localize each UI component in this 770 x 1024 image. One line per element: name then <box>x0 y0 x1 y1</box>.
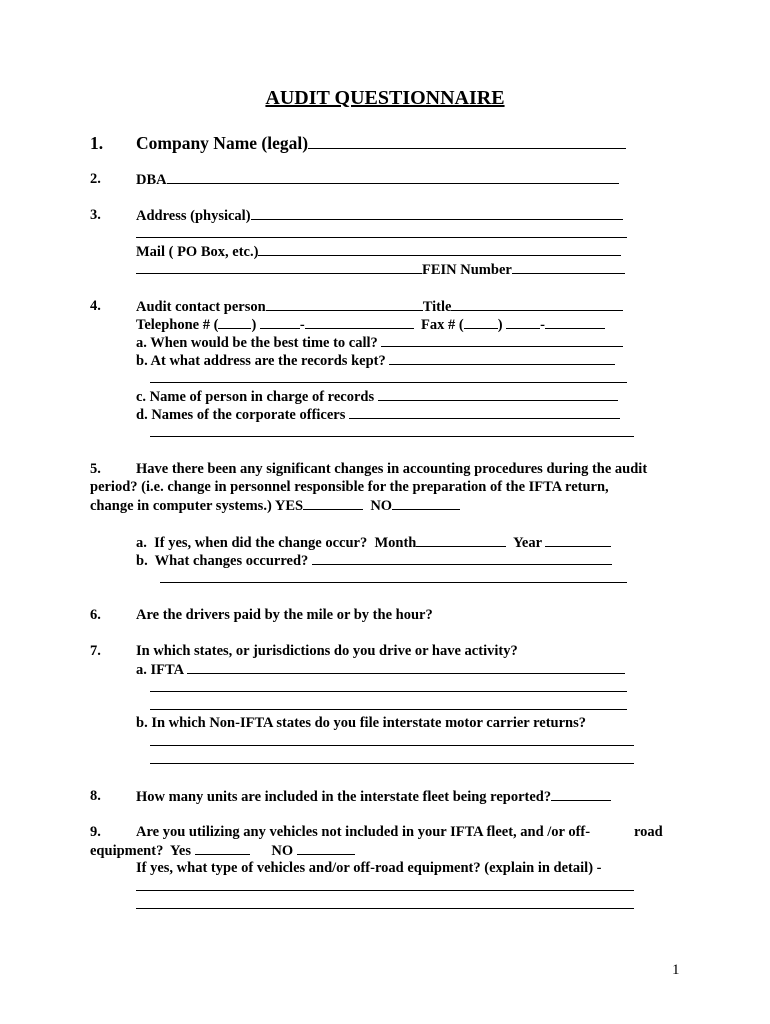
q5a-label: a. If yes, when did the change occur? Month <box>136 535 417 551</box>
q4a-label: a. When would be the best time to call? <box>136 335 378 351</box>
q4-number: 4. <box>90 298 101 314</box>
q5b-label: b. What changes occurred? <box>136 553 309 569</box>
vehicles-explain-line-1-field[interactable] <box>136 890 634 891</box>
fax-label: Fax # ( <box>421 317 464 333</box>
mail-line-2-field[interactable] <box>136 260 422 274</box>
q9-yes-field[interactable] <box>195 841 250 855</box>
ifta-states-line-2-field[interactable] <box>150 691 627 692</box>
contact-label: Audit contact person <box>136 299 266 315</box>
q9-line-2-row <box>90 841 355 859</box>
change-year-field[interactable] <box>545 533 611 547</box>
q7-number: 7. <box>90 643 101 659</box>
corporate-officers-line-2-field[interactable] <box>150 436 634 437</box>
q3-mail-row <box>136 242 621 260</box>
q3-number: 3. <box>90 207 101 223</box>
q7-text: In which states, or jurisdictions do you drive or have activity? <box>136 643 518 659</box>
q5-line-3: change in computer systems.) YES <box>90 498 304 514</box>
fax-prefix-field[interactable] <box>506 315 540 329</box>
q8-number: 8. <box>90 788 101 804</box>
q9-line-1: Are you utilizing any vehicles not included in your IFTA fleet, and /or off- <box>136 824 591 840</box>
telephone-area-code-field[interactable] <box>218 315 251 329</box>
changes-occurred-line-2-field[interactable] <box>160 582 627 583</box>
q3-address-row <box>136 206 623 224</box>
telephone-prefix-field[interactable] <box>260 315 300 329</box>
mail-label: Mail ( PO Box, etc.) <box>136 244 259 260</box>
address-physical-field[interactable] <box>251 206 623 220</box>
title-label: Title <box>422 299 452 315</box>
q2-label: DBA <box>136 172 167 188</box>
q5a-row <box>136 533 611 551</box>
q5-number: 5. <box>90 461 101 477</box>
telephone-paren: ) <box>251 317 257 333</box>
q4a-row <box>136 333 623 351</box>
fax-dash: - <box>540 317 546 333</box>
q9-no-field[interactable] <box>297 841 355 855</box>
q9-line-3: If yes, what type of vehicles and/or off-road equipment? (explain in detail) - <box>136 860 602 876</box>
non-ifta-states-line-2-field[interactable] <box>150 763 634 764</box>
telephone-dash: - <box>299 317 305 333</box>
q7b-text: b. In which Non-IFTA states do you file interstate motor carrier returns? <box>136 715 586 731</box>
fein-label: FEIN Number <box>422 262 512 278</box>
q4c-row <box>136 387 618 405</box>
ifta-states-line-3-field[interactable] <box>150 709 627 710</box>
q9-road-word: road <box>634 824 663 840</box>
q4b-row <box>136 351 615 369</box>
fax-area-code-field[interactable] <box>464 315 498 329</box>
fax-paren: ) <box>497 317 503 333</box>
change-month-field[interactable] <box>416 533 506 547</box>
q1-number: 1. <box>90 133 104 153</box>
q9-no-label: NO <box>271 843 294 859</box>
title-field[interactable] <box>451 297 623 311</box>
q8-row <box>136 787 611 805</box>
q4c-label: c. Name of person in charge of records <box>136 389 375 405</box>
records-address-field[interactable] <box>389 351 615 365</box>
ifta-states-field[interactable] <box>187 660 625 674</box>
page-title: AUDIT QUESTIONNAIRE <box>265 87 505 109</box>
company-name-field[interactable] <box>308 132 626 149</box>
q1-row <box>136 132 626 154</box>
q5-line-3-row <box>90 496 460 514</box>
best-time-field[interactable] <box>381 333 623 347</box>
records-person-field[interactable] <box>378 387 618 401</box>
q4d-row <box>136 405 620 423</box>
q2-row <box>136 170 619 188</box>
fein-field[interactable] <box>512 260 625 274</box>
dba-field[interactable] <box>167 170 619 184</box>
address-line-2-field[interactable] <box>136 237 627 238</box>
q7a-row <box>136 660 625 678</box>
page-number: 1 <box>672 962 680 978</box>
changes-occurred-field[interactable] <box>312 551 612 565</box>
telephone-label: Telephone # ( <box>136 317 219 333</box>
q4-contact-row <box>136 297 623 315</box>
q4b-label: b. At what address are the records kept? <box>136 353 386 369</box>
q7a-label: a. IFTA <box>136 662 184 678</box>
non-ifta-states-line-1-field[interactable] <box>150 745 634 746</box>
records-address-line-2-field[interactable] <box>150 382 627 383</box>
q4d-label: d. Names of the corporate officers <box>136 407 346 423</box>
q5b-row <box>136 551 612 569</box>
address-label: Address (physical) <box>136 208 251 224</box>
q6-text: Are the drivers paid by the mile or by the hour? <box>136 607 433 623</box>
fleet-units-field[interactable] <box>551 787 611 801</box>
q5-yes-field[interactable] <box>303 496 363 510</box>
vehicles-explain-line-2-field[interactable] <box>136 908 634 909</box>
q9-number: 9. <box>90 824 101 840</box>
telephone-number-field[interactable] <box>305 315 414 329</box>
q2-number: 2. <box>90 171 101 187</box>
corporate-officers-field[interactable] <box>349 405 620 419</box>
q5-no-label: NO <box>370 498 393 514</box>
mail-field[interactable] <box>258 242 621 256</box>
q3-fein-row <box>136 260 625 278</box>
year-label: Year <box>513 535 542 551</box>
contact-person-field[interactable] <box>266 297 423 311</box>
q5-no-field[interactable] <box>392 496 460 510</box>
q5-line-1: Have there been any significant changes in accounting procedures during the audit <box>136 461 648 477</box>
fax-number-field[interactable] <box>545 315 605 329</box>
q8-text: How many units are included in the interstate fleet being reported? <box>136 789 552 805</box>
q1-label: Company Name (legal) <box>136 133 309 153</box>
q9-line-2: equipment? Yes <box>90 843 191 859</box>
q6-number: 6. <box>90 607 101 623</box>
q5-line-2: period? (i.e. change in personnel responsible for the preparation of the IFTA return, <box>90 479 609 495</box>
q4-phone-row <box>136 315 605 333</box>
